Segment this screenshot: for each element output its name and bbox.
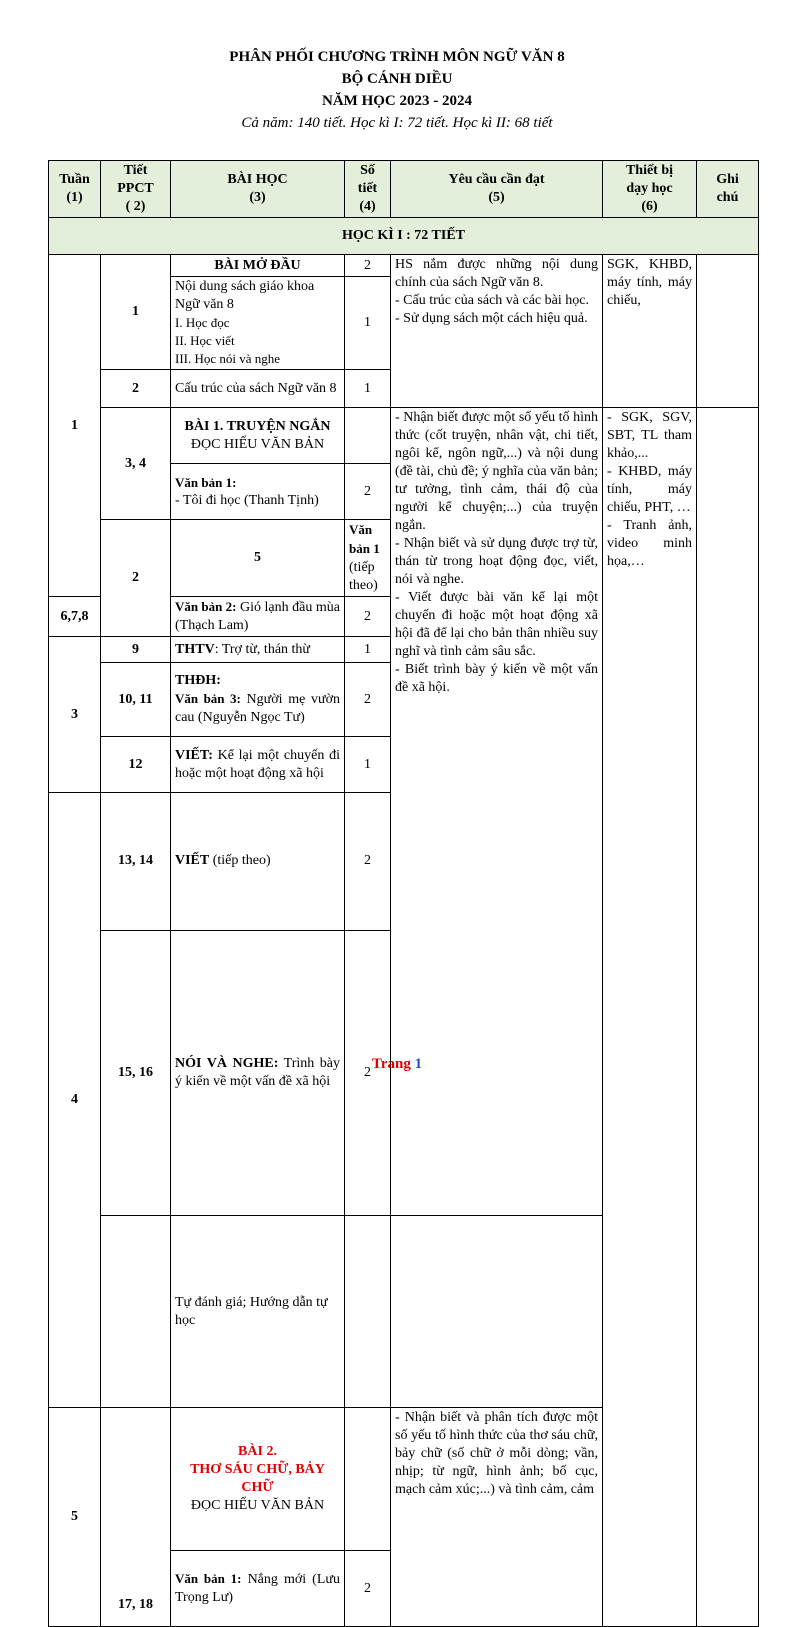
table-header-row bbox=[49, 161, 759, 218]
period-cell: 10, 11 bbox=[101, 663, 171, 737]
requirements-cell: - Nhận biết và phân tích được một số yếu tố hình thức của thơ sáu chữ, bảy chữ (số chữ ở mỗi dòng; vần, nhịp; từ ngữ, hình ảnh; bố cục, mạch cảm xúc;...) và tình cảm, cảm bbox=[391, 1408, 603, 1627]
count-cell: 2 bbox=[345, 930, 391, 1215]
col-period: Tiết PPCT ( 2) bbox=[101, 161, 171, 218]
week-cell: 1 bbox=[49, 255, 101, 597]
period-cell: 1 bbox=[101, 255, 171, 370]
week-cell: 5 bbox=[49, 1408, 101, 1627]
col-requirements: Yêu cầu cần đạt (5) bbox=[391, 161, 603, 218]
count-cell: 1 bbox=[345, 370, 391, 408]
doc-year: NĂM HỌC 2023 - 2024 bbox=[322, 93, 472, 109]
page-num: 1 bbox=[414, 1056, 423, 1072]
count-cell: 2 bbox=[345, 1551, 391, 1627]
lesson-cell: Văn bản 2: Gió lạnh đầu mùa (Thạch Lam) bbox=[171, 597, 345, 637]
period-cell: 2 bbox=[101, 370, 171, 408]
lesson-cell: Tự đánh giá; Hướng dẫn tự học bbox=[171, 1216, 345, 1408]
page-label: Trang bbox=[371, 1056, 415, 1072]
col-equipment: Thiết bị dạy học (6) bbox=[603, 161, 697, 218]
period-cell: 15, 16 bbox=[101, 930, 171, 1215]
lesson-cell: VIẾT: Kể lại một chuyến đi hoặc một hoạt động xã hội bbox=[171, 737, 345, 793]
count-cell: 2 bbox=[345, 255, 391, 277]
curriculum-table bbox=[48, 160, 759, 1627]
period-cell: 5 bbox=[171, 520, 345, 597]
period-cell: 13, 14 bbox=[101, 793, 171, 931]
doc-subtitle: Cả năm: 140 tiết. Học kì I: 72 tiết. Học kì II: 68 tiết bbox=[241, 115, 553, 131]
page-number bbox=[0, 1056, 794, 1073]
lesson-cell: Cấu trúc của sách Ngữ văn 8 bbox=[171, 370, 345, 408]
col-lesson: BÀI HỌC (3) bbox=[171, 161, 345, 218]
lesson-cell: BÀI 2. THƠ SÁU CHỮ, BẢY CHỮ ĐỌC HIỂU VĂN BẢN bbox=[171, 1408, 345, 1551]
lesson-cell: BÀI MỞ ĐẦU bbox=[171, 255, 345, 277]
col-count: Số tiết (4) bbox=[345, 161, 391, 218]
count-cell: 1 bbox=[345, 737, 391, 793]
period-cell: 9 bbox=[101, 637, 171, 663]
period-cell: 3, 4 bbox=[101, 408, 171, 520]
semester-row bbox=[49, 218, 759, 255]
lesson-cell: VIẾT (tiếp theo) bbox=[171, 793, 345, 931]
count-cell: 2 bbox=[345, 663, 391, 737]
count-cell: 1 bbox=[345, 637, 391, 663]
notes-cell bbox=[697, 408, 759, 1627]
table-row bbox=[49, 408, 759, 464]
lesson-cell: THĐH: Văn bản 3: Người mẹ vườn cau (Nguyễn Ngọc Tư) bbox=[171, 663, 345, 737]
equipment-cell: SGK, KHBD, máy tính, máy chiếu, bbox=[603, 255, 697, 408]
semester-label: HỌC KÌ I : 72 TIẾT bbox=[49, 218, 759, 255]
week-cell: 2 bbox=[101, 520, 171, 637]
col-notes: Ghi chú bbox=[697, 161, 759, 218]
lesson-cell: Văn bản 1: Nắng mới (Lưu Trọng Lư) bbox=[171, 1551, 345, 1627]
period-cell: 17, 18 bbox=[101, 1408, 171, 1627]
count-cell: 2 bbox=[345, 464, 391, 520]
lesson-cell: Nội dung sách giáo khoa Ngữ văn 8 I. Học đọc II. Học viết III. Học nói và nghe bbox=[171, 277, 345, 370]
period-cell bbox=[101, 1216, 171, 1408]
doc-publisher: BỘ CÁNH DIỀU bbox=[341, 71, 453, 87]
col-week: Tuần (1) bbox=[49, 161, 101, 218]
period-cell: 6,7,8 bbox=[49, 597, 101, 637]
document-header bbox=[0, 46, 794, 134]
period-cell: 12 bbox=[101, 737, 171, 793]
count-cell: 2 bbox=[345, 597, 391, 637]
lesson-cell: Văn bản 1: - Tôi đi học (Thanh Tịnh) bbox=[171, 464, 345, 520]
lesson-cell: NÓI VÀ NGHE: Trình bày ý kiến về một vấn đề xã hội bbox=[171, 930, 345, 1215]
equipment-cell: - SGK, SGV, SBT, TL tham khảo,... - KHBD, máy tính, máy chiếu, PHT, … - Tranh ảnh, video minh họa,… bbox=[603, 408, 697, 1627]
lesson-cell: THTV: Trợ từ, thán thừ bbox=[171, 637, 345, 663]
count-cell: 2 bbox=[345, 793, 391, 931]
week-cell: 3 bbox=[49, 637, 101, 793]
requirements-cell: HS nắm được những nội dung chính của sách Ngữ văn 8. - Cấu trúc của sách và các bài học. - Sử dụng sách một cách hiệu quả. bbox=[391, 255, 603, 408]
table-row bbox=[49, 255, 759, 277]
count-cell bbox=[345, 1216, 391, 1408]
count-cell bbox=[345, 408, 391, 464]
doc-title: PHÂN PHỐI CHƯƠNG TRÌNH MÔN NGỮ VĂN 8 bbox=[229, 49, 565, 65]
week-cell: 4 bbox=[49, 793, 101, 1408]
count-cell: 1 bbox=[345, 277, 391, 370]
count-cell bbox=[345, 1408, 391, 1551]
requirements-cell: - Nhận biết được một số yếu tố hình thức (cốt truyện, nhân vật, chi tiết, ngôi kể, ngôn ngữ,...) và nội dung (đề tài, chủ đề; ý nghĩa của văn bản; tư tưởng, tình cảm, thái độ của người kể chuyện;...) của truyện ngắn. - Nhận biết và sử dụng được trợ từ, thán từ trong hoạt động đọc, viết, nói và nghe. - Viết được bài văn kể lại một chuyến đi hoặc một hoạt động xã hội đã để lại cho bản thân nhiều suy nghĩ và tình cảm sâu sắc. - Biết trình bày ý kiến về một vấn đề xã hội. bbox=[391, 408, 603, 1216]
lesson-cell: BÀI 1. TRUYỆN NGẮN ĐỌC HIỂU VĂN BẢN bbox=[171, 408, 345, 464]
notes-cell bbox=[697, 255, 759, 408]
lesson-cell: Văn bản 1 (tiếp theo) bbox=[345, 520, 391, 597]
